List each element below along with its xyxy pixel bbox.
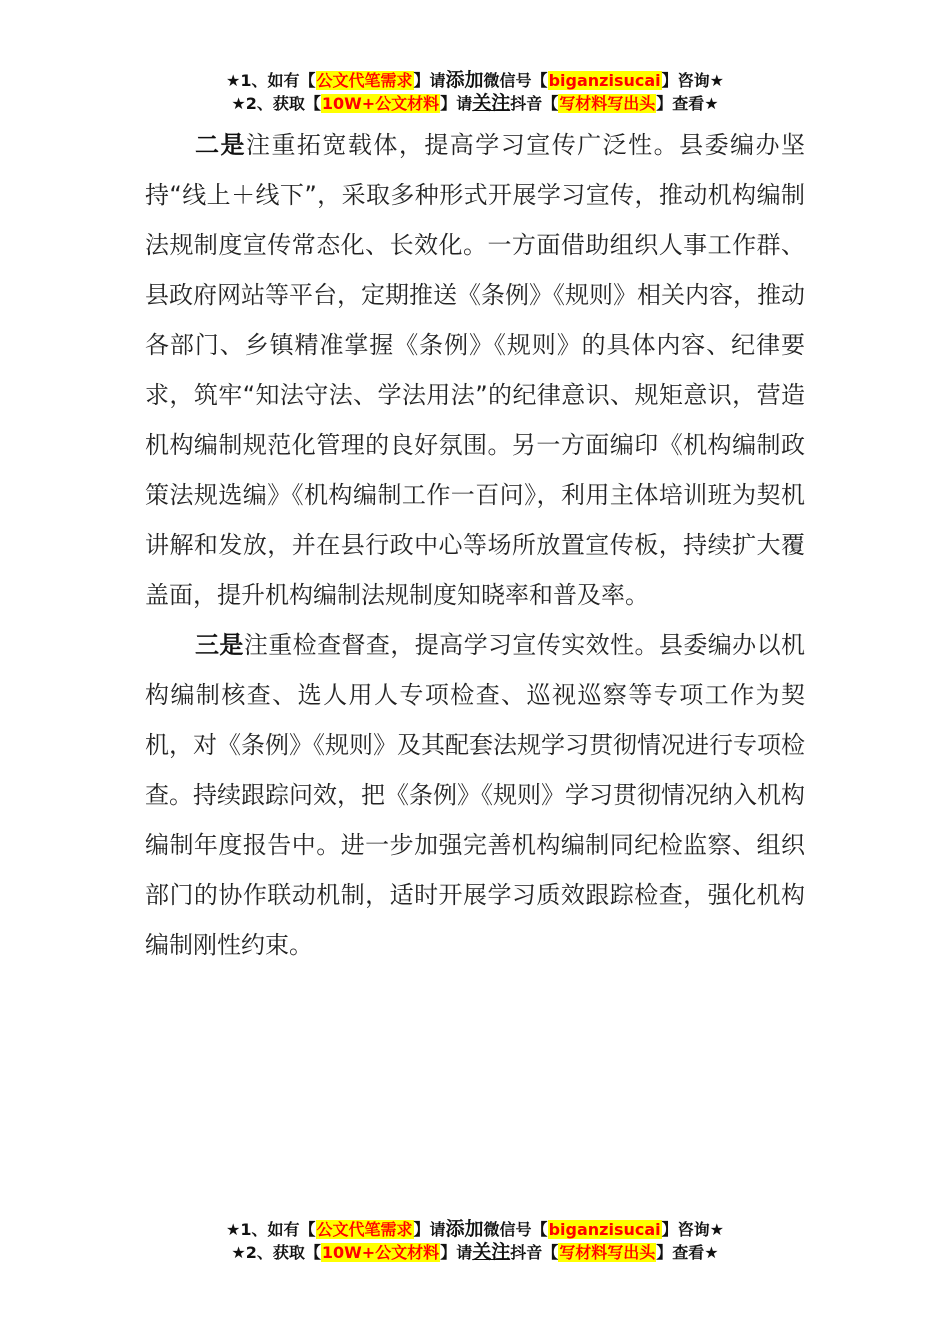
banner-text: 】查看 [656,94,705,113]
star-icon: ★ [704,94,719,113]
banner-emphasis: 关注 [472,1241,511,1263]
header-banner [0,69,950,115]
banner-text: 1、如有【 [240,71,316,90]
star-icon: ★ [231,94,246,113]
star-icon: ★ [231,1243,246,1262]
highlight-service: 公文代笔需求 [316,71,413,90]
highlight-wechat-id: biganzisucai [548,1220,661,1239]
banner-text: 微信号【 [483,1220,548,1239]
star-icon: ★ [709,1220,724,1239]
banner-text: 】请 [440,1243,473,1262]
banner-text: 2、获取【 [245,94,321,113]
paragraph-lead: 三是 [195,631,244,659]
banner-line-2 [0,92,950,115]
footer-banner [0,1218,950,1264]
highlight-wechat-id: biganzisucai [548,71,661,90]
paragraph [145,120,805,620]
document-body [145,120,805,970]
highlight-materials: 10W+公文材料 [321,94,440,113]
banner-text: 】请 [413,71,446,90]
highlight-materials: 10W+公文材料 [321,1243,440,1262]
highlight-service: 公文代笔需求 [316,1220,413,1239]
banner-text: 微信号【 [483,71,548,90]
banner-text: 】咨询 [661,71,710,90]
banner-text: 】请 [413,1220,446,1239]
paragraph [145,620,805,970]
banner-text: 】查看 [656,1243,705,1262]
star-icon: ★ [226,1220,241,1239]
paragraph-lead: 二是 [195,131,246,159]
banner-text: 抖音【 [510,1243,559,1262]
banner-text: 1、如有【 [240,1220,316,1239]
banner-line-1 [0,69,950,92]
star-icon: ★ [226,71,241,90]
star-icon: ★ [709,71,724,90]
banner-emphasis: 添加 [445,1218,484,1240]
banner-emphasis: 添加 [445,69,484,91]
paragraph-text: 注重拓宽载体，提高学习宣传广泛性。县委编办坚持“线上＋线下”，采取多种形式开展学习宣传，推动机构编制法规制度宣传常态化、长效化。一方面借助组织人事工作群、县政府网站等平台，定期推送《条例》《规则》相关内容，推动各部门、乡镇精准掌握《条例》《规则》的具体内容、纪律要求，筑牢“知法守法、学法用法”的纪律意识、规矩意识，营造机构编制规范化管理的良好氛围。另一方面编印《机构编制政策法规选编》《机构编制工作一百问》，利用主体培训班为契机讲解和发放，并在县行政中心等场所放置宣传板，持续扩大覆盖面，提升机构编制法规制度知晓率和普及率。 [145,131,806,609]
banner-emphasis: 关注 [472,92,511,114]
banner-line-2 [0,1241,950,1264]
paragraph-text: 注重检查督查，提高学习宣传实效性。县委编办以机构编制核查、选人用人专项检查、巡视巡察等专项工作为契机，对《条例》《规则》及其配套法规学习贯彻情况进行专项检查。持续跟踪问效，把《条例》《规则》学习贯彻情况纳入机构编制年度报告中。进一步加强完善机构编制同纪检监察、组织部门的协作联动机制，适时开展学习质效跟踪检查，强化机构编制刚性约束。 [145,631,806,959]
banner-text: 抖音【 [510,94,559,113]
banner-text: 2、获取【 [245,1243,321,1262]
highlight-douyin-account: 写材料写出头 [559,94,656,113]
banner-text: 】请 [440,94,473,113]
highlight-douyin-account: 写材料写出头 [559,1243,656,1262]
star-icon: ★ [704,1243,719,1262]
banner-text: 】咨询 [661,1220,710,1239]
banner-line-1 [0,1218,950,1241]
